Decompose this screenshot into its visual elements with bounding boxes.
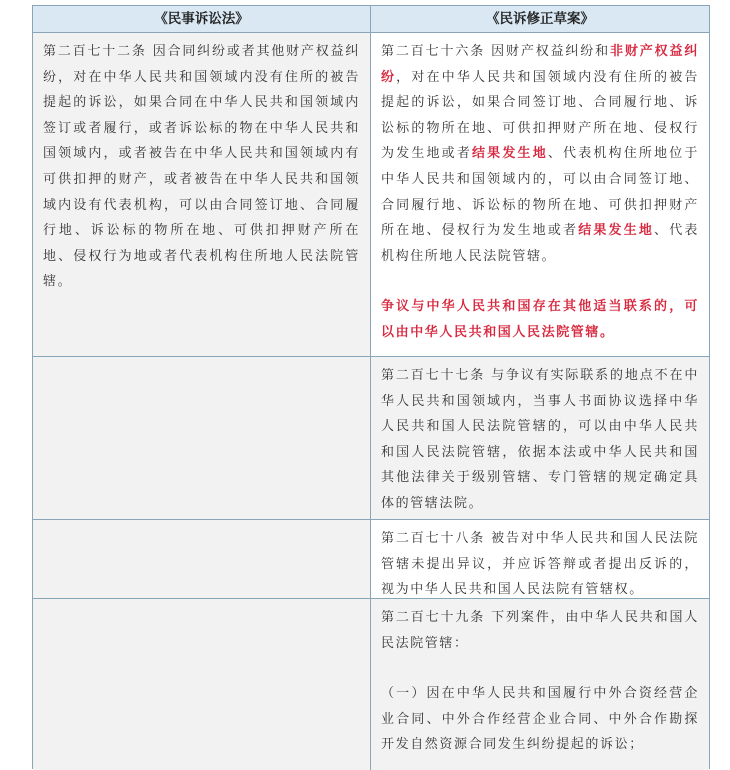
article-276-text [381, 39, 699, 269]
left-cell-article-272 [33, 33, 370, 770]
article-277-text: 第二百七十七条 与争议有实际联系的地点不在中华人民共和国领域内，当事人书面协议选择中华人民共和国人民法院管辖的，可以由中华人民共和国人民法院管辖，依据本法或中华人民共和国其他法律关于级别管辖、专门管辖的规定确定具体的管辖法院。 [381, 368, 699, 511]
article-276-part3: 、代表机构住所地位于中华人民共和国领域内的，可以由合同签订地、合同履行地、诉讼标的物所在地、可供扣押财产所在地、侵权行为发生地或者 [381, 146, 699, 239]
header-civil-procedure-law: 《民事诉讼法》 [33, 6, 371, 32]
article-276-part4: 、代表机构住所地人民法院管辖。 [381, 223, 699, 264]
article-276-part1: 第二百七十六条 因财产权益纠纷和 [381, 44, 611, 59]
highlight-non-property-rights: 非财产权益纠纷 [381, 44, 699, 85]
header-draft-amendment: 《民诉修正草案》 [371, 6, 709, 32]
comparison-table [32, 5, 710, 769]
article-278-text: 第二百七十八条 被告对中华人民共和国人民法院管辖未提出异议，并应诉答辩或者提出反诉的，视为中华人民共和国人民法院有管辖权。 [381, 531, 699, 598]
right-cell-article-279 [371, 599, 709, 770]
highlight-result-location-2: 结果发生地 [578, 223, 655, 239]
right-cell-article-277 [371, 357, 709, 519]
article-279-item-1: （一）因在中华人民共和国履行中外合资经营企业合同、中外合作经营企业合同、中外合作勘探开发自然资源合同发生纠纷提起的诉讼； [381, 686, 699, 753]
right-cell-article-276 [371, 33, 709, 356]
article-276-new-paragraph: 争议与中华人民共和国存在其他适当联系的，可以由中华人民共和国人民法院管辖。 [381, 299, 699, 340]
highlight-result-location-1: 结果发生地 [472, 146, 548, 162]
right-cell-article-278 [371, 520, 709, 598]
article-272-text: 第二百七十二条 因合同纠纷或者其他财产权益纠纷，对在中华人民共和国领域内没有住所的被告提起的诉讼，如果合同在中华人民共和国领域内签订或者履行，或者诉讼标的物在中华人民共和国领域内，或者被告在中华人民共和国领域内有可供扣押的财产，或者被告在中华人民共和国领域内设有代表机构，可以由合同签订地、合同履行地、诉讼标的物所在地、可供扣押财产所在地、侵权行为地或者代表机构住所地人民法院管辖。 [43, 44, 360, 290]
article-276-part2: ，对在中华人民共和国领域内没有住所的被告提起的诉讼，如果合同签订地、合同履行地、诉讼标的物所在地、可供扣押财产所在地、侵权行为发生地或者 [381, 69, 699, 162]
article-279-intro: 第二百七十九条 下列案件，由中华人民共和国人民法院管辖： [381, 610, 699, 651]
